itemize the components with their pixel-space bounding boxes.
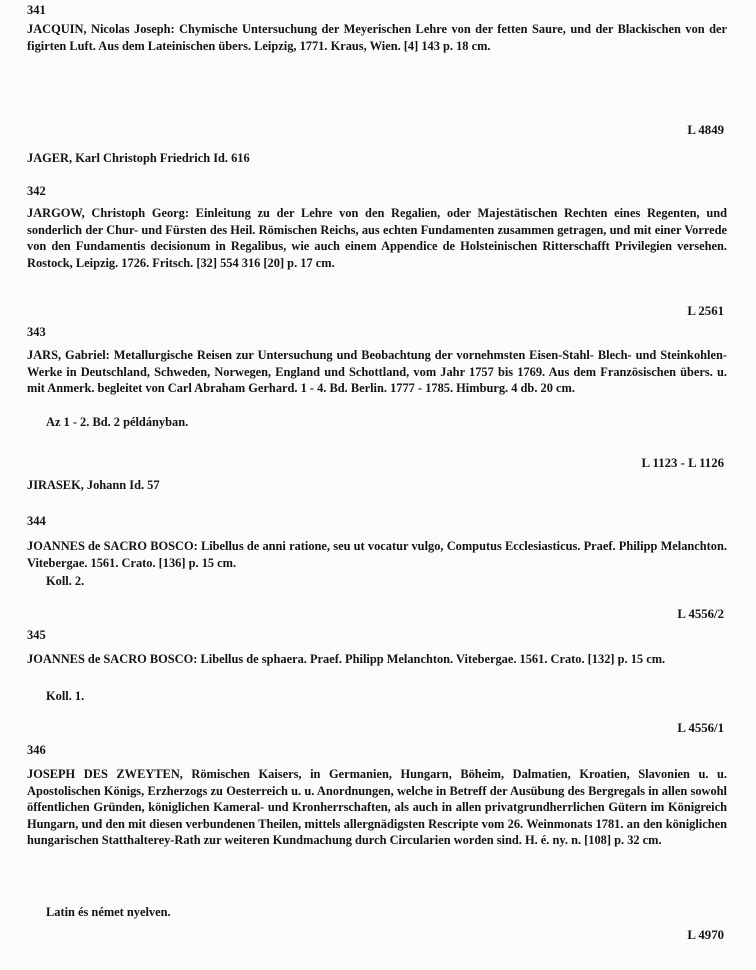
entry-number: 346 (27, 743, 46, 757)
entry-number: 343 (27, 325, 46, 339)
entry-number: 345 (27, 628, 46, 642)
entry-note: Latin és német nyelven. (46, 905, 171, 919)
entry-note: Az 1 - 2. Bd. 2 példányban. (46, 415, 189, 429)
catalog-entry-text: JACQUIN, Nicolas Joseph: Chymische Untersuchung der Meyerischen Lehre von der fetten Saure, und der Blackischen von der figirten Luft. Aus dem Lateinischen übers. Leipzig, 1771. Kraus, Wien. [4] 143 p. 18 cm. (27, 22, 727, 53)
catalog-entry-text: JARGOW, Christoph Georg: Einleitung zu der Lehre von den Regalien, oder Majestätischen Rechten eines Regenten, und sonderlich der Chur- und Fürsten des Heil. Römischen Reichs, aus echten Fundamenten zusammen getragen, und mit einer Vorrede von den Fundamentis decisionum in Regalibus, wie auch einem Appendice de Holsteinischen Ritterschafft Privilegien versehen. Rostock, Leipzig. 1726. Fritsch. [32] 554 316 [20] p. 17 cm. (27, 206, 727, 270)
shelf-signature: L 4556/2 (677, 607, 724, 621)
cross-reference: JIRASEK, Johann Id. 57 (27, 478, 160, 492)
shelf-signature: L 2561 (687, 304, 724, 318)
shelf-signature: L 4970 (687, 928, 724, 942)
entry-note: Koll. 1. (46, 689, 85, 703)
shelf-signature: L 1123 - L 1126 (641, 456, 724, 470)
shelf-signature: L 4849 (687, 123, 724, 137)
cross-reference: JAGER, Karl Christoph Friedrich Id. 616 (27, 151, 250, 165)
entry-note: Koll. 2. (46, 574, 85, 588)
entry-number: 341 (27, 3, 46, 17)
catalog-entry-text: JOANNES de SACRO BOSCO: Libellus de sphaera. Praef. Philipp Melanchton. Vitebergae. 1561. Crato. [132] p. 15 cm. (27, 652, 666, 666)
catalog-entry-text: JOSEPH DES ZWEYTEN, Römischen Kaisers, in Germanien, Hungarn, Böheim, Dalmatien, Kroatien, Slavonien u. u. Apostolischen Königs, Erzherzogs zu Oesterreich u. u. Anordnungen, welche in Betreff der Ausübung des Bergregals in allen sowohl öffentlichen Gründen, königlichen Kameral- und Kronherrschaften, als auch in allen privatgrundherrlichen Gütern im Königreich Hungarn, und den mit diesen verbundenen Theilen, mittels allergnädigsten Rescripte vom 26. Weinmonats 1781. an den königlichen hungarischen Statthalterey-Rath zur weiteren Kundmachung durch Circularien worden sind. H. é. ny. n. [108] p. 32 cm. (27, 767, 727, 848)
entry-number: 344 (27, 514, 46, 528)
entry-number: 342 (27, 184, 46, 198)
catalog-entry-text: JARS, Gabriel: Metallurgische Reisen zur Untersuchung und Beobachtung der vornehmsten Eisen-Stahl- Blech- und Steinkohlen-Werke in Deutschland, Schweden, Norwegen, England und Schottland, vom Jahr 1757 bis 1769. Aus dem Französischen übers. u. mit Anmerk. begleitet von Carl Abraham Gerhard. 1 - 4. Bd. Berlin. 1777 - 1785. Himburg. 4 db. 20 cm. (27, 348, 727, 396)
shelf-signature: L 4556/1 (677, 721, 724, 735)
catalog-entry-text: JOANNES de SACRO BOSCO: Libellus de anni ratione, seu ut vocatur vulgo, Computus Ecclesiasticus. Praef. Philipp Melanchton. Vitebergae. 1561. Crato. [136] p. 15 cm. (27, 539, 727, 570)
